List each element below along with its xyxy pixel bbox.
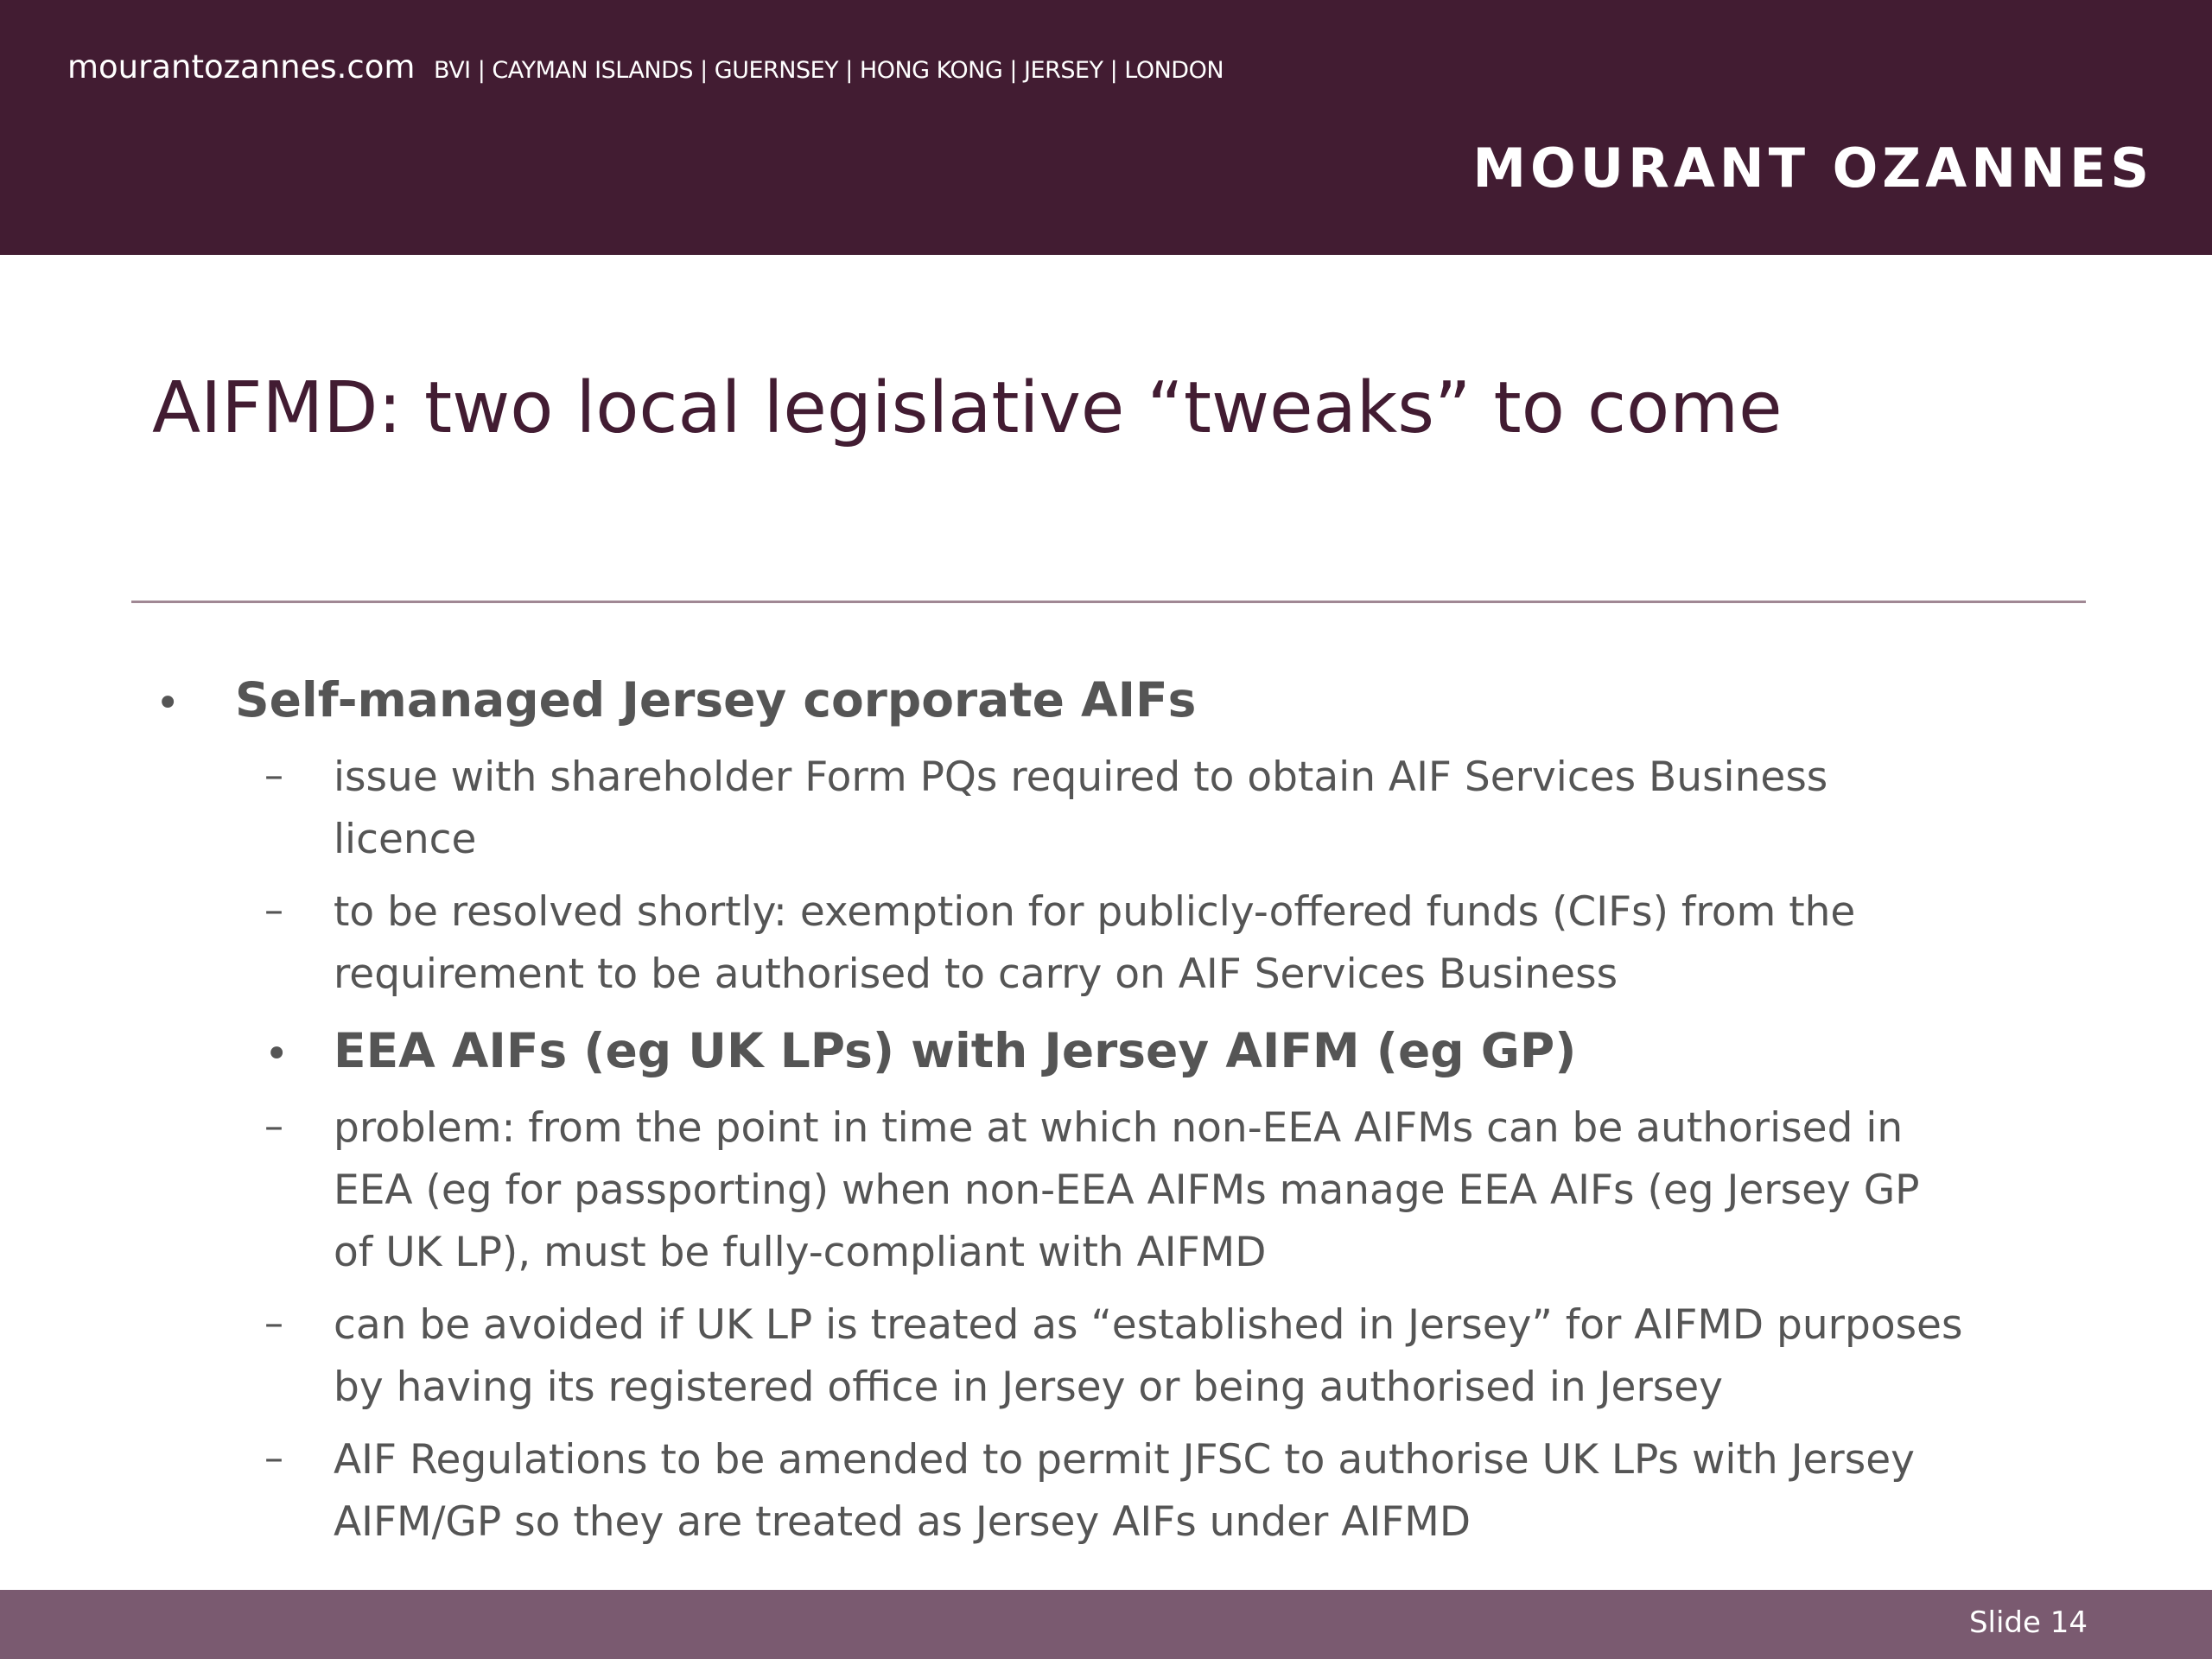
list-item-line: to be resolved shortly: exemption for publicly-offered funds (CIFs) from the (334, 888, 1856, 936)
list-item-line: requirement to be authorised to carry on AIF Services Business (334, 950, 1618, 998)
bullet-marker: • (156, 679, 181, 728)
bullet-marker: • (264, 1030, 289, 1078)
dash-marker: – (264, 888, 283, 932)
slide-header (0, 0, 2212, 255)
section-heading: EEA AIFs (eg UK LPs) with Jersey AIFM (eg GP) (334, 1023, 1577, 1078)
slide-footer (0, 1590, 2212, 1659)
list-item-line: can be avoided if UK LP is treated as “established in Jersey” for AIFMD purposes (334, 1301, 1963, 1349)
brand-logo-text: MOURANT OZANNES (1472, 137, 2153, 200)
list-item-line: issue with shareholder Form PQs required to obtain AIF Services Business (334, 753, 1828, 801)
dash-marker: – (264, 1104, 283, 1148)
list-item-line: EEA (eg for passporting) when non-EEA AIFMs manage EEA AIFs (eg Jersey GP (334, 1166, 1920, 1214)
list-item-line: by having its registered office in Jersey or being authorised in Jersey (334, 1363, 1723, 1411)
dash-marker: – (264, 1436, 283, 1480)
office-locations: BVI | CAYMAN ISLANDS | GUERNSEY | HONG KONG | JERSEY | LONDON (434, 57, 1224, 84)
list-item-line: AIF Regulations to be amended to permit JFSC to authorise UK LPs with Jersey (334, 1436, 1915, 1484)
dash-marker: – (264, 1301, 283, 1345)
list-item-line: licence (334, 816, 477, 863)
site-url: mourantozannes.com (67, 48, 416, 86)
list-item-line: of UK LP), must be fully-compliant with AIFMD (334, 1229, 1267, 1276)
section-heading: Self-managed Jersey corporate AIFs (235, 672, 1197, 728)
slide-number: Slide 14 (1968, 1605, 2088, 1640)
list-item-line: problem: from the point in time at which non-EEA AIFMs can be authorised in (334, 1104, 1904, 1152)
dash-marker: – (264, 753, 283, 798)
slide-title: AIFMD: two local legislative “tweaks” to come (152, 367, 1783, 449)
title-divider (131, 601, 2086, 603)
list-item-line: AIFM/GP so they are treated as Jersey AIFs under AIFMD (334, 1498, 1471, 1546)
